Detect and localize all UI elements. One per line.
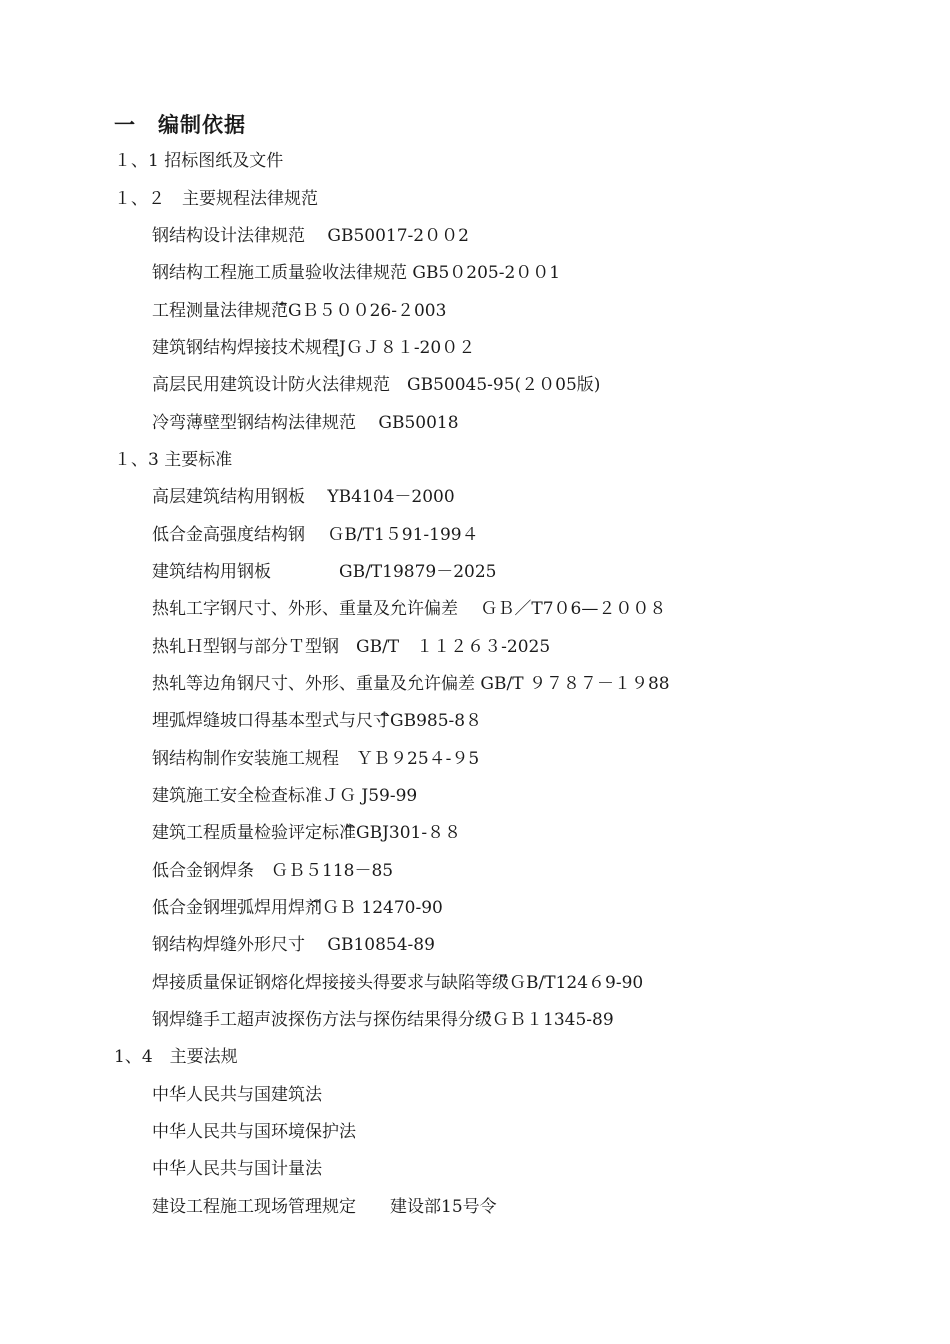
list-item: 高层建筑结构用钢板 YB4104－2000 (152, 487, 455, 507)
list-item: 中华人民共与国建筑法 (152, 1085, 322, 1105)
section-heading-1-4: 1、4 主要法规 (114, 1047, 238, 1067)
list-item: 中华人民共与国计量法 (152, 1159, 322, 1179)
list-item: 热轧Ｈ型钢与部分Ｔ型钢 GB/T １１２６３-2025 (152, 637, 551, 657)
list-item: 焊接质量保证钢熔化焊接接头得要求与缺陷等级ิＧB/T124６9-90 (152, 973, 644, 993)
list-item: 工程测量法律规范ิGＢ５００26-２003 (152, 301, 447, 321)
section-heading-1-1: １、1 招标图纸及文件 (114, 151, 284, 171)
list-item: 中华人民共与国环境保护法 (152, 1122, 356, 1142)
list-item: 钢结构制作安装施工规程 ＹＢ９25４-９5 (152, 749, 480, 769)
list-item: 钢焊缝手工超声波探伤方法与探伤结果得分级ิＧＢ１1345-89 (152, 1010, 614, 1030)
list-item: 热轧工字钢尺寸、外形、重量及允许偏差 ＧＢ／T7０6—２００８ (152, 599, 667, 619)
list-item: 建设工程施工现场管理规定 建设部15号令 (152, 1197, 497, 1217)
section-heading-1-3: １、3 主要标准 (114, 450, 233, 470)
list-item: 建筑施工安全检查标准ＪＧ J59-99 (152, 786, 418, 806)
list-item: 热轧等边角钢尺寸、外形、重量及允许偏差 GB/T ９７８７－１９88 (152, 674, 670, 694)
list-item: 低合金钢埋弧焊用焊剂ิＧＢ 12470-90 (152, 898, 443, 918)
list-item: 低合金钢焊条 ＧＢ５118－85 (152, 861, 394, 881)
list-item: 高层民用建筑设计防火法律规范 GB50045-95(２０05版) (152, 375, 601, 395)
section-heading-1-2: １、２ 主要规程法律规范 (114, 189, 318, 209)
list-item: 钢结构设计法律规范 GB50017-2００2 (152, 226, 469, 246)
list-item: 建筑工程质量检验评定标准ิGBJ301-８８ (152, 823, 462, 843)
list-item: 低合金高强度结构钢 ＧB/T1５91-199４ (152, 525, 479, 545)
list-item: 钢结构焊缝外形尺寸 GB10854-89 (152, 935, 435, 955)
list-item: 冷弯薄壁型钢结构法律规范 GB50018 (152, 413, 459, 433)
chapter-heading: 一 编制依据 (114, 113, 246, 137)
list-item: 建筑钢结构焊接技术规程ิJＧＪ８１-20０２ (152, 338, 476, 358)
list-item: 建筑结构用钢板 GB/T19879－2025 (152, 562, 497, 582)
list-item: 钢结构工程施工质量验收法律规范 GB5０205-2００1 (152, 263, 561, 283)
list-item: 埋弧焊缝坡口得基本型式与尺寸ิGB985-8８ (152, 711, 483, 731)
